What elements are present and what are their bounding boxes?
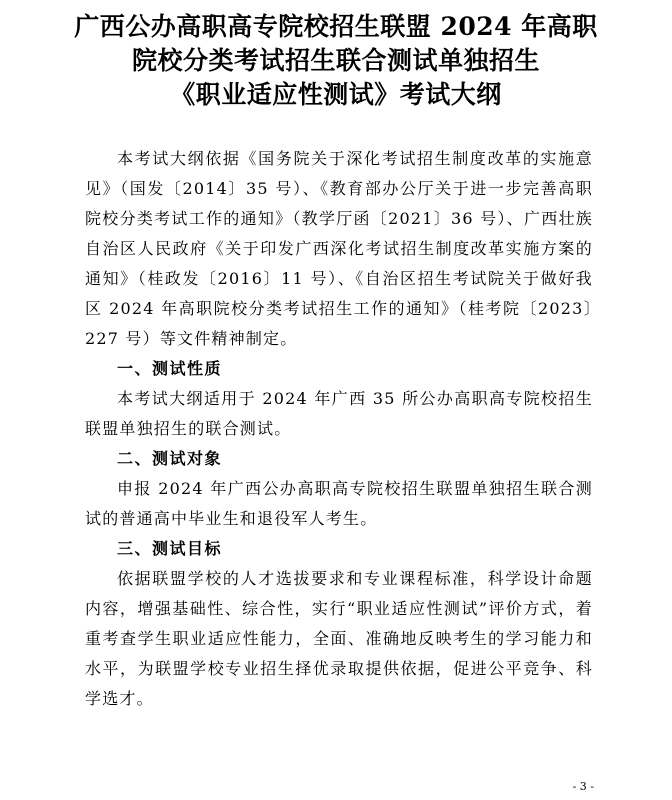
section-text-target: 申报 2024 年广西公办高职高专院校招生联盟单独招生联合测试的普通高中毕业生和退役军人考生。 — [85, 479, 593, 528]
section-heading-nature: 一、测试性质 — [117, 359, 223, 378]
section-text-goal: 依据联盟学校的人才选拔要求和专业课程标准，科学设计命题内容，增强基础性、综合性，实行“职业适应性测试”评价方式，着重考查学生职业适应性能力，全面、准确地反映考生的学习能力和水平，为联盟学校专业招生择优录取提供依据，促进公平竞争、科学选才。 — [85, 569, 593, 708]
document-title — [60, 10, 612, 112]
intro-paragraph: 本考试大纲依据《国务院关于深化考试招生制度改革的实施意见》（国发〔2014〕35 号）、《教育部办公厅关于进一步完善高职院校分类考试工作的通知》（教学厅函〔2021〕36 号）、广西壮族自治区人民政府《关于印发广西深化考试招生制度改革实施方案的通知》（桂政发〔2016〕11 号）、《自治区招生考试院关于做好我区 2024 年高职院校分类考试招生工作的通知》（桂考院〔2023〕227 号）等文件精神制定。 — [85, 149, 593, 348]
title-line-2: 院校分类考试招生联合测试单独招生 — [131, 46, 540, 75]
document-body — [85, 144, 593, 714]
section-text-nature: 本考试大纲适用于 2024 年广西 35 所公办高职高专院校招生联盟单独招生的联合测试。 — [85, 389, 593, 438]
title-line-3: 《职业适应性测试》考试大纲 — [170, 80, 502, 109]
section-heading-goal: 三、测试目标 — [117, 539, 223, 558]
page-number: - 3 - — [572, 780, 594, 793]
section-heading-target: 二、测试对象 — [117, 449, 223, 468]
title-line-1: 广西公办高职高专院校招生联盟 2024 年高职 — [74, 12, 598, 41]
